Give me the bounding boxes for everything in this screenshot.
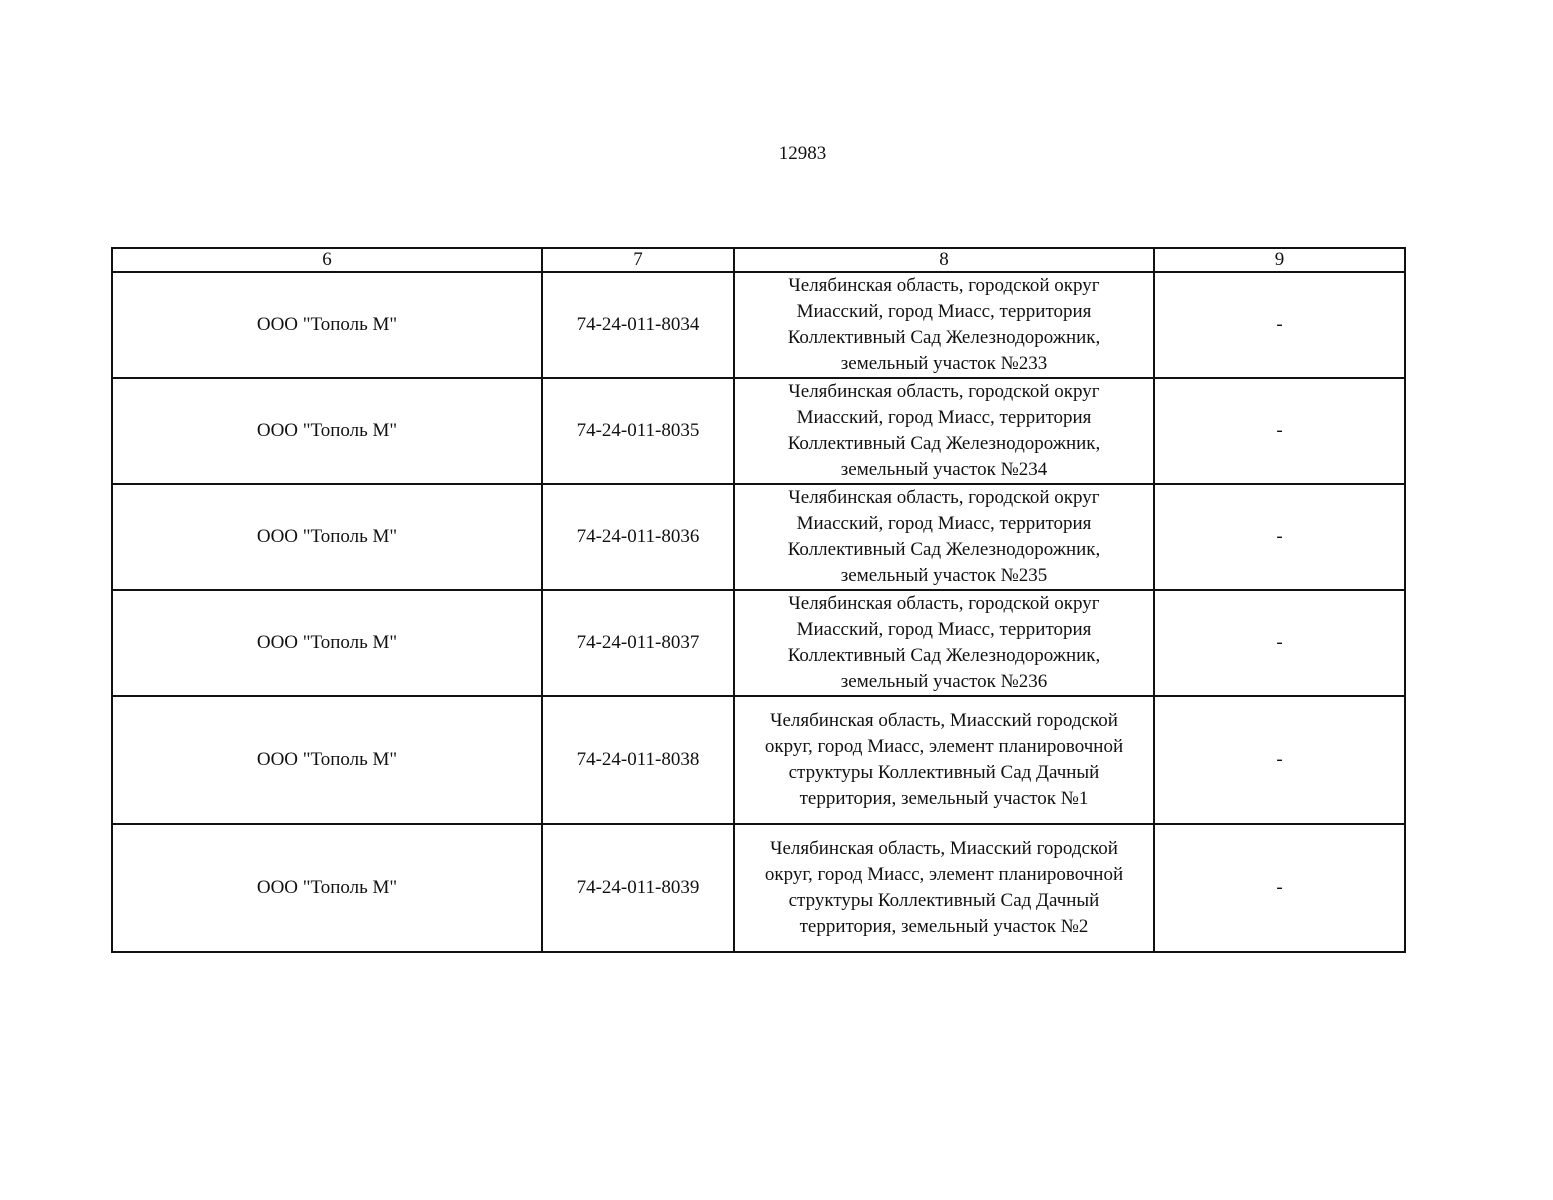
owner-cell: ООО "Тополь М" (112, 696, 542, 824)
table-row (112, 590, 1405, 696)
registry-number-cell: 74-24-011-8039 (542, 824, 734, 952)
table-row (112, 378, 1405, 484)
address-cell (734, 378, 1154, 484)
address-cell (734, 824, 1154, 952)
table-row (112, 272, 1405, 378)
note-cell: - (1154, 272, 1405, 378)
note-cell: - (1154, 824, 1405, 952)
table-row (112, 824, 1405, 952)
table-row (112, 484, 1405, 590)
note-cell: - (1154, 590, 1405, 696)
address-text: Челябинская область, Миасский городской округ, город Миасс, элемент планировочной структуры Коллективный Сад Дачный территория, земельный участок №1 (764, 710, 1124, 809)
registry-number-cell: 74-24-011-8035 (542, 378, 734, 484)
header-cell-col-8: 8 (734, 248, 1154, 272)
note-cell: - (1154, 484, 1405, 590)
registry-number-cell: 74-24-011-8036 (542, 484, 734, 590)
note-cell: - (1154, 378, 1405, 484)
registry-number-cell: 74-24-011-8037 (542, 590, 734, 696)
address-text: Челябинская область, Миасский городской округ, город Миасс, элемент планировочной структуры Коллективный Сад Дачный территория, земельный участок №2 (764, 838, 1124, 937)
owner-cell: ООО "Тополь М" (112, 590, 542, 696)
owner-cell: ООО "Тополь М" (112, 824, 542, 952)
owner-cell: ООО "Тополь М" (112, 484, 542, 590)
registry-number-cell: 74-24-011-8038 (542, 696, 734, 824)
address-text: Челябинская область, городской округ Миасский, город Миасс, территория Коллективный Сад Железнодорожник, земельный участок №236 (787, 593, 1101, 692)
note-cell: - (1154, 696, 1405, 824)
page-number: 12983 (778, 143, 827, 164)
registry-table (111, 247, 1406, 953)
registry-number-cell: 74-24-011-8034 (542, 272, 734, 378)
address-text: Челябинская область, городской округ Миасский, город Миасс, территория Коллективный Сад Железнодорожник, земельный участок №234 (787, 381, 1101, 480)
address-cell (734, 484, 1154, 590)
address-text: Челябинская область, городской округ Миасский, город Миасс, территория Коллективный Сад Железнодорожник, земельный участок №233 (787, 275, 1101, 374)
owner-cell: ООО "Тополь М" (112, 378, 542, 484)
table-header-row (112, 248, 1405, 272)
address-cell (734, 696, 1154, 824)
owner-cell: ООО "Тополь М" (112, 272, 542, 378)
address-cell (734, 590, 1154, 696)
address-cell (734, 272, 1154, 378)
header-cell-col-9: 9 (1154, 248, 1405, 272)
header-cell-col-6: 6 (112, 248, 542, 272)
header-cell-col-7: 7 (542, 248, 734, 272)
table-row (112, 696, 1405, 824)
address-text: Челябинская область, городской округ Миасский, город Миасс, территория Коллективный Сад Железнодорожник, земельный участок №235 (787, 487, 1101, 586)
